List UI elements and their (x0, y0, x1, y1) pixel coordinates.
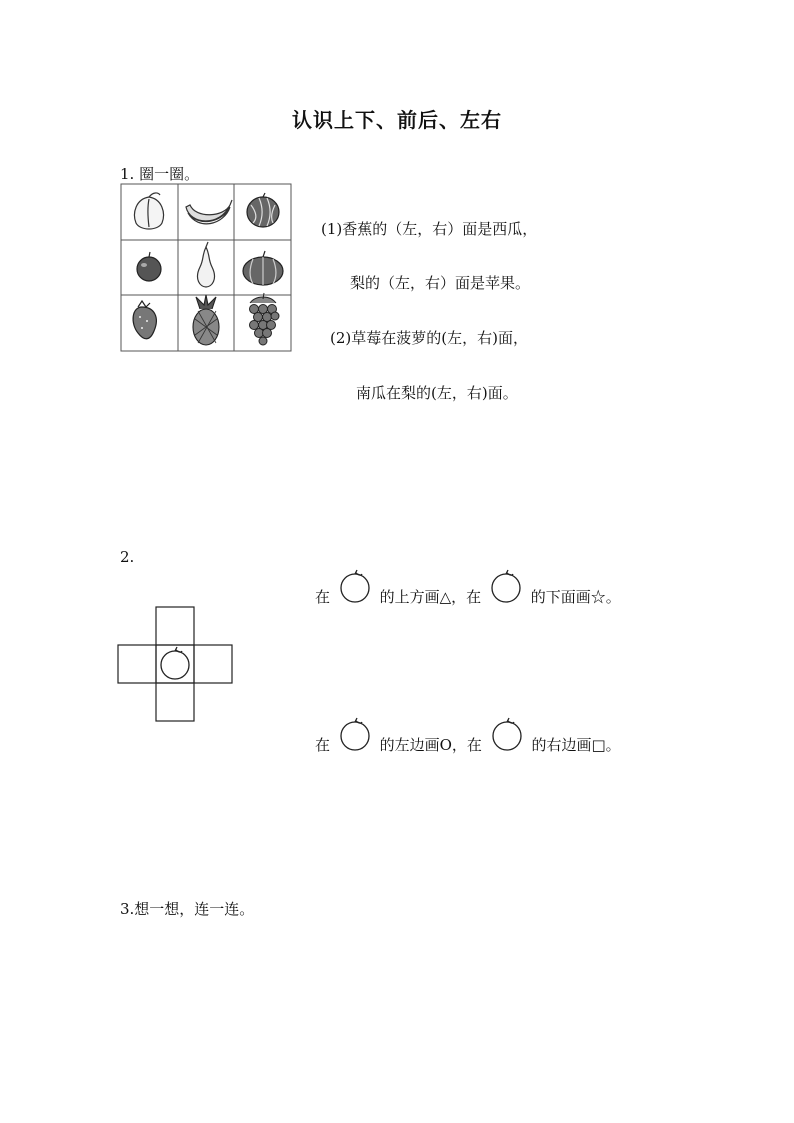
q2-line-2-text-c: 的右边画□。 (531, 736, 621, 754)
apple-icon (137, 252, 161, 281)
question-2-label: 2. (120, 548, 135, 566)
peach-icon (135, 193, 164, 229)
q1-line-2: 梨的（左，右）面是苹果。 (350, 274, 531, 292)
fruit-grid (120, 183, 292, 353)
q1-line-4: 南瓜在梨的(左，右)面。 (356, 384, 518, 402)
q2-line-1-text-b: 的上方画△，在 (379, 588, 482, 606)
apple-icon (490, 572, 522, 606)
apple-icon (491, 720, 523, 754)
grapes-icon (250, 293, 280, 345)
q2-line-1-text-c: 的下面画☆。 (530, 588, 621, 606)
question-3-label: 3.想一想，连一连。 (120, 900, 255, 918)
pumpkin-icon (243, 251, 283, 285)
q2-line-1 (315, 572, 621, 614)
banana-icon (186, 200, 232, 224)
q2-line-2 (315, 720, 621, 762)
cross-grid (118, 606, 234, 722)
pear-icon (198, 242, 215, 287)
page-title: 认识上下、前后、左右 (292, 108, 502, 132)
strawberry-icon (133, 301, 156, 339)
q2-line-2-text-a: 在 (315, 736, 331, 754)
apple-icon (161, 647, 189, 679)
watermelon-icon (247, 193, 279, 227)
q2-line-2-text-b: 的左边画O，在 (379, 736, 482, 754)
pineapple-icon (193, 295, 219, 345)
question-1-label: 1. 圈一圈。 (120, 165, 200, 183)
q1-line-3: (2)草莓在菠萝的(左，右)面， (330, 329, 528, 347)
q1-line-1: (1)香蕉的（左，右）面是西瓜， (321, 220, 538, 238)
apple-icon (339, 720, 371, 754)
apple-icon (339, 572, 371, 606)
q2-line-1-text-a: 在 (315, 588, 331, 606)
